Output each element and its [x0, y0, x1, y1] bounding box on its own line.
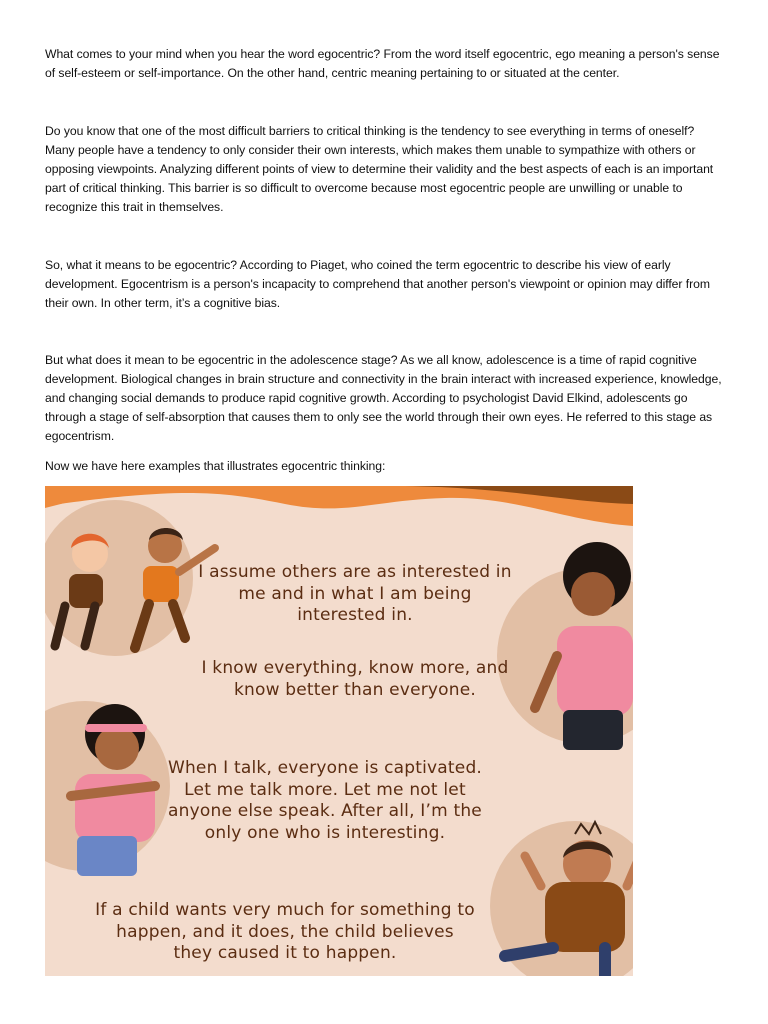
paragraph-barrier: Do you know that one of the most difficult barriers to critical thinking is the tendency to see everything in terms of oneself? Many people have a tendency to only consider their own interests, which makes them unable to sympathize with others or opposing viewpoints. Analyzing different points of view to determine their validity and the best aspects of each is an important part of critical thinking. This barrier is so difficult to overcome because most egocentric people are unwilling or unable to recognize this trait in themselves. — [45, 124, 714, 214]
paragraph-piaget: So, what it means to be egocentric? According to Piaget, who coined the term egocentric to describe his view of early development. Egocentrism is a person's incapacity to comprehend that another person's viewpoint or opinion may differ from their own. In other term, it’s a cognitive bias. — [45, 258, 710, 310]
quote-child-caused-it: If a child wants very much for something to happen, and it does, the child believes they caused it to happen. — [95, 900, 475, 963]
egocentric-infographic — [45, 486, 633, 976]
quote-others-interested: I assume others are as interested in me and in what I am being interested in. — [198, 562, 512, 625]
quote-everyone-captivated: When I talk, everyone is captivated. Let me talk more. Let me not let anyone else speak. After all, I’m the only one who is interesting. — [167, 758, 483, 843]
quote-know-everything: I know everything, know more, and know better than everyone. — [201, 658, 509, 700]
paragraph-examples-intro: Now we have here examples that illustrates egocentric thinking: — [45, 459, 386, 473]
paragraph-adolescence: But what does it mean to be egocentric in the adolescence stage? As we all know, adolescence is a time of rapid cognitive development. Biological changes in brain structure and connectivity in the brain interact with increased experience, knowledge, and changing social demands to produce rapid cognitive growth. According to psychologist David Elkind, adolescents go through a stage of self-absorption that causes them to only see the world through their own eyes. He referred to this stage as egocentrism. — [45, 353, 722, 443]
paragraph-intro: What comes to your mind when you hear the word egocentric? From the word itself egocentric, ego meaning a person's sense of self-esteem or self-importance. On the other hand, centric meaning pertaining to or situated at the center. — [45, 47, 720, 80]
